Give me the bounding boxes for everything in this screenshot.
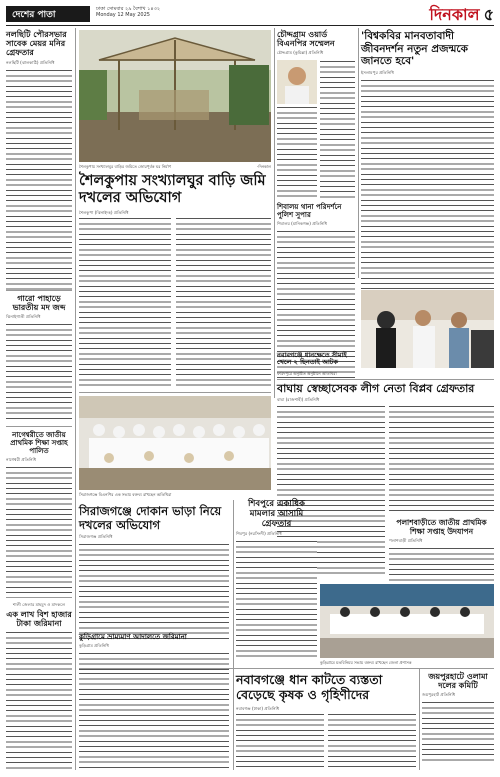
section-text: দেশের পাতা: [12, 9, 56, 20]
photo-caption: কুড়িগ্রামে মতবিনিময় সভায় বক্তব্য রাখছেন জেলা প্রশাসক: [320, 660, 412, 665]
portrait-photo: [277, 60, 317, 104]
photo-conference: [320, 584, 494, 658]
body-text: [6, 69, 72, 291]
byline: নাগেশ্বরী প্রতিনিধি: [6, 457, 37, 463]
headline: নলছিটি পৌরসভার সাবেক মেয়র মনির গ্রেফতার: [6, 29, 67, 58]
byline: শিবপুর (নরসিংদী) প্রতিনিধি: [236, 531, 282, 537]
story-sirajganj: [79, 504, 229, 643]
headline: সিরাজগঞ্জে দোকান ভাড়া নিয়ে দখলের অভিযোগ: [79, 504, 222, 532]
headline: গারো পাহাড়ে ভারতীয় মদ জব্দ: [12, 293, 66, 313]
body-text-col2: [328, 713, 416, 769]
body-text: [6, 466, 72, 596]
story-hajj: [277, 352, 355, 367]
byline: শৈলকুপা (ঝিনাইদহ) প্রতিনিধি: [79, 210, 129, 215]
story-nageshwari: [6, 431, 72, 596]
headline: শিবালয় থানা পরিদর্শনে পুলিশ সুপার: [277, 202, 342, 220]
header-rule: [6, 25, 494, 26]
column-divider: [358, 28, 359, 278]
headline: নবাবগঞ্জে ধান কাটতে ব্যস্ততা বেড়েছে কৃষক ও গৃহিণীদের: [236, 672, 383, 702]
byline: চৌদ্দগ্রাম (কুমিল্লা) প্রতিনিধি: [277, 50, 324, 56]
body-text: [361, 79, 494, 304]
story-kurigram: [79, 633, 229, 672]
headline: শিবপুরে একাধিক মামলার আসামি গ্রেফতার: [247, 499, 306, 529]
story-mokhon: [6, 602, 72, 771]
headline: শৈলকুপায় সংখ্যালঘুর বাড়ি জমি দখলের অভিযোগ: [79, 172, 266, 206]
headline: পলাশবাড়ীতে জাতীয় প্রাথমিক শিক্ষা সপ্তাহ উদযাপন: [396, 518, 487, 536]
headline: চৌদ্দগ্রাম ওয়ার্ড বিএনপির সম্মেলন: [277, 29, 335, 49]
body-text: [236, 540, 317, 660]
divider: [79, 392, 271, 393]
date-english: Monday 12 May 2025: [96, 12, 150, 18]
byline: পলাশবাড়ী প্রতিনিধি: [389, 538, 423, 544]
divider: [6, 597, 72, 598]
byline: ঝিনাইগাতী প্রতিনিধি: [6, 314, 41, 320]
headline: 'বিশ্বকবির মানবতাবাদী জীবনদর্শন নতুন প্রজন্মকে জানতে হবে': [361, 30, 468, 67]
story-chouddagram: [277, 30, 355, 57]
headline: জয়পুরহাটে ওলামা দলের কমিটি: [428, 671, 488, 691]
story-garo: [6, 294, 72, 423]
byline: শিবালয় (মানিকগঞ্জ) প্রতিনিধি: [277, 221, 327, 227]
date-bangla: ঢাকা সোমবার ২৯ বৈশাখ ১৪৩২: [96, 6, 161, 12]
headline: এক লাখ বিশ হাজার টাকা জরিমানা: [6, 609, 72, 629]
column-divider: [274, 28, 275, 398]
photo-event: [361, 290, 494, 368]
body-text: [79, 652, 229, 672]
portrait-image: [277, 60, 317, 104]
kicker: শালী জেলার মাহমুদ ও মাদকলে: [12, 602, 66, 607]
body-text-sirajganj-cont: [79, 672, 229, 769]
headline: কুড়িগ্রামে ভ্রাম্যমাণ আদালতে জরিমানা: [79, 632, 187, 641]
body-text: [277, 106, 317, 200]
column-divider: [419, 668, 420, 770]
date-block: [96, 6, 160, 18]
house-image: [79, 30, 271, 162]
headline: নবাবগঞ্জে ধানক্ষেতে সীমাই খেলে ২ ছিনতাই আটক: [277, 351, 347, 367]
body-text-col2: [176, 217, 271, 389]
divider: [6, 290, 72, 291]
body-text-col1: [236, 713, 324, 769]
brand-logo: দিনকাল: [429, 5, 480, 24]
story-main: [79, 172, 271, 206]
story-baghara: [277, 382, 494, 404]
meeting-image: [79, 396, 271, 490]
body-text: [79, 543, 229, 643]
divider: [277, 379, 494, 380]
body-text: [6, 631, 72, 771]
event-image: [361, 290, 494, 368]
headline: নাগেশ্বরীতে জাতীয় প্রাথমিক শিক্ষা সপ্তাহ পালিত: [10, 430, 68, 456]
column-divider: [75, 28, 76, 770]
photo-meeting: [79, 396, 271, 490]
page-number: ৫: [483, 5, 494, 24]
divider: [79, 668, 494, 669]
story-joypurhat: [422, 672, 494, 763]
headline: বাঘায় স্বেচ্ছাসেবক লীগ নেতা বিপ্লব গ্রেফতার: [277, 382, 475, 395]
body-text-col1: [79, 217, 171, 389]
body-text: [320, 60, 355, 200]
body-text: [422, 701, 494, 763]
divider: [6, 426, 72, 427]
byline: নলছিটি (ঝালকাঠি) প্রতিনিধি: [6, 59, 55, 65]
byline: জয়পুরহাট প্রতিনিধি: [422, 692, 456, 698]
photo-caption: সিরাজগঞ্জে বিএনপির এক সভায় বক্তব্য রাখছেন অতিথিরা: [79, 492, 172, 497]
byline: কুড়িগ্রাম প্রতিনিধি: [79, 643, 109, 649]
byline: নবাবগঞ্জ (ঢাকা) প্রতিনিধি: [236, 706, 280, 711]
story-bishwakabi: [361, 30, 494, 304]
photo-credit: -দিনকাল: [256, 164, 271, 169]
photo-caption: শৈলকুপায় সংখ্যালঘুর বাড়ির জমিতে জোরপূর্বক ঘর নির্মাণ: [79, 164, 172, 169]
byline: ইসলামপুর প্রতিনিধি: [361, 69, 394, 75]
conference-image: [320, 584, 494, 658]
column-divider: [233, 500, 234, 770]
body-text: [6, 323, 72, 423]
story-shibpur: [236, 500, 317, 660]
section-label: [6, 6, 90, 22]
photo-house: [79, 30, 271, 162]
story-nawabganj: [236, 672, 416, 702]
byline: বাঘা (রাজশাহী) প্রতিনিধি: [277, 397, 320, 402]
photo-caption: ফরিদপুরে অনুষ্ঠিত অনুষ্ঠানে অতিথিরা: [277, 371, 337, 376]
story-nalchhiti: [6, 30, 72, 291]
byline: সিরাজগঞ্জ প্রতিনিধি: [79, 534, 113, 539]
body-text-col2: [389, 405, 494, 515]
